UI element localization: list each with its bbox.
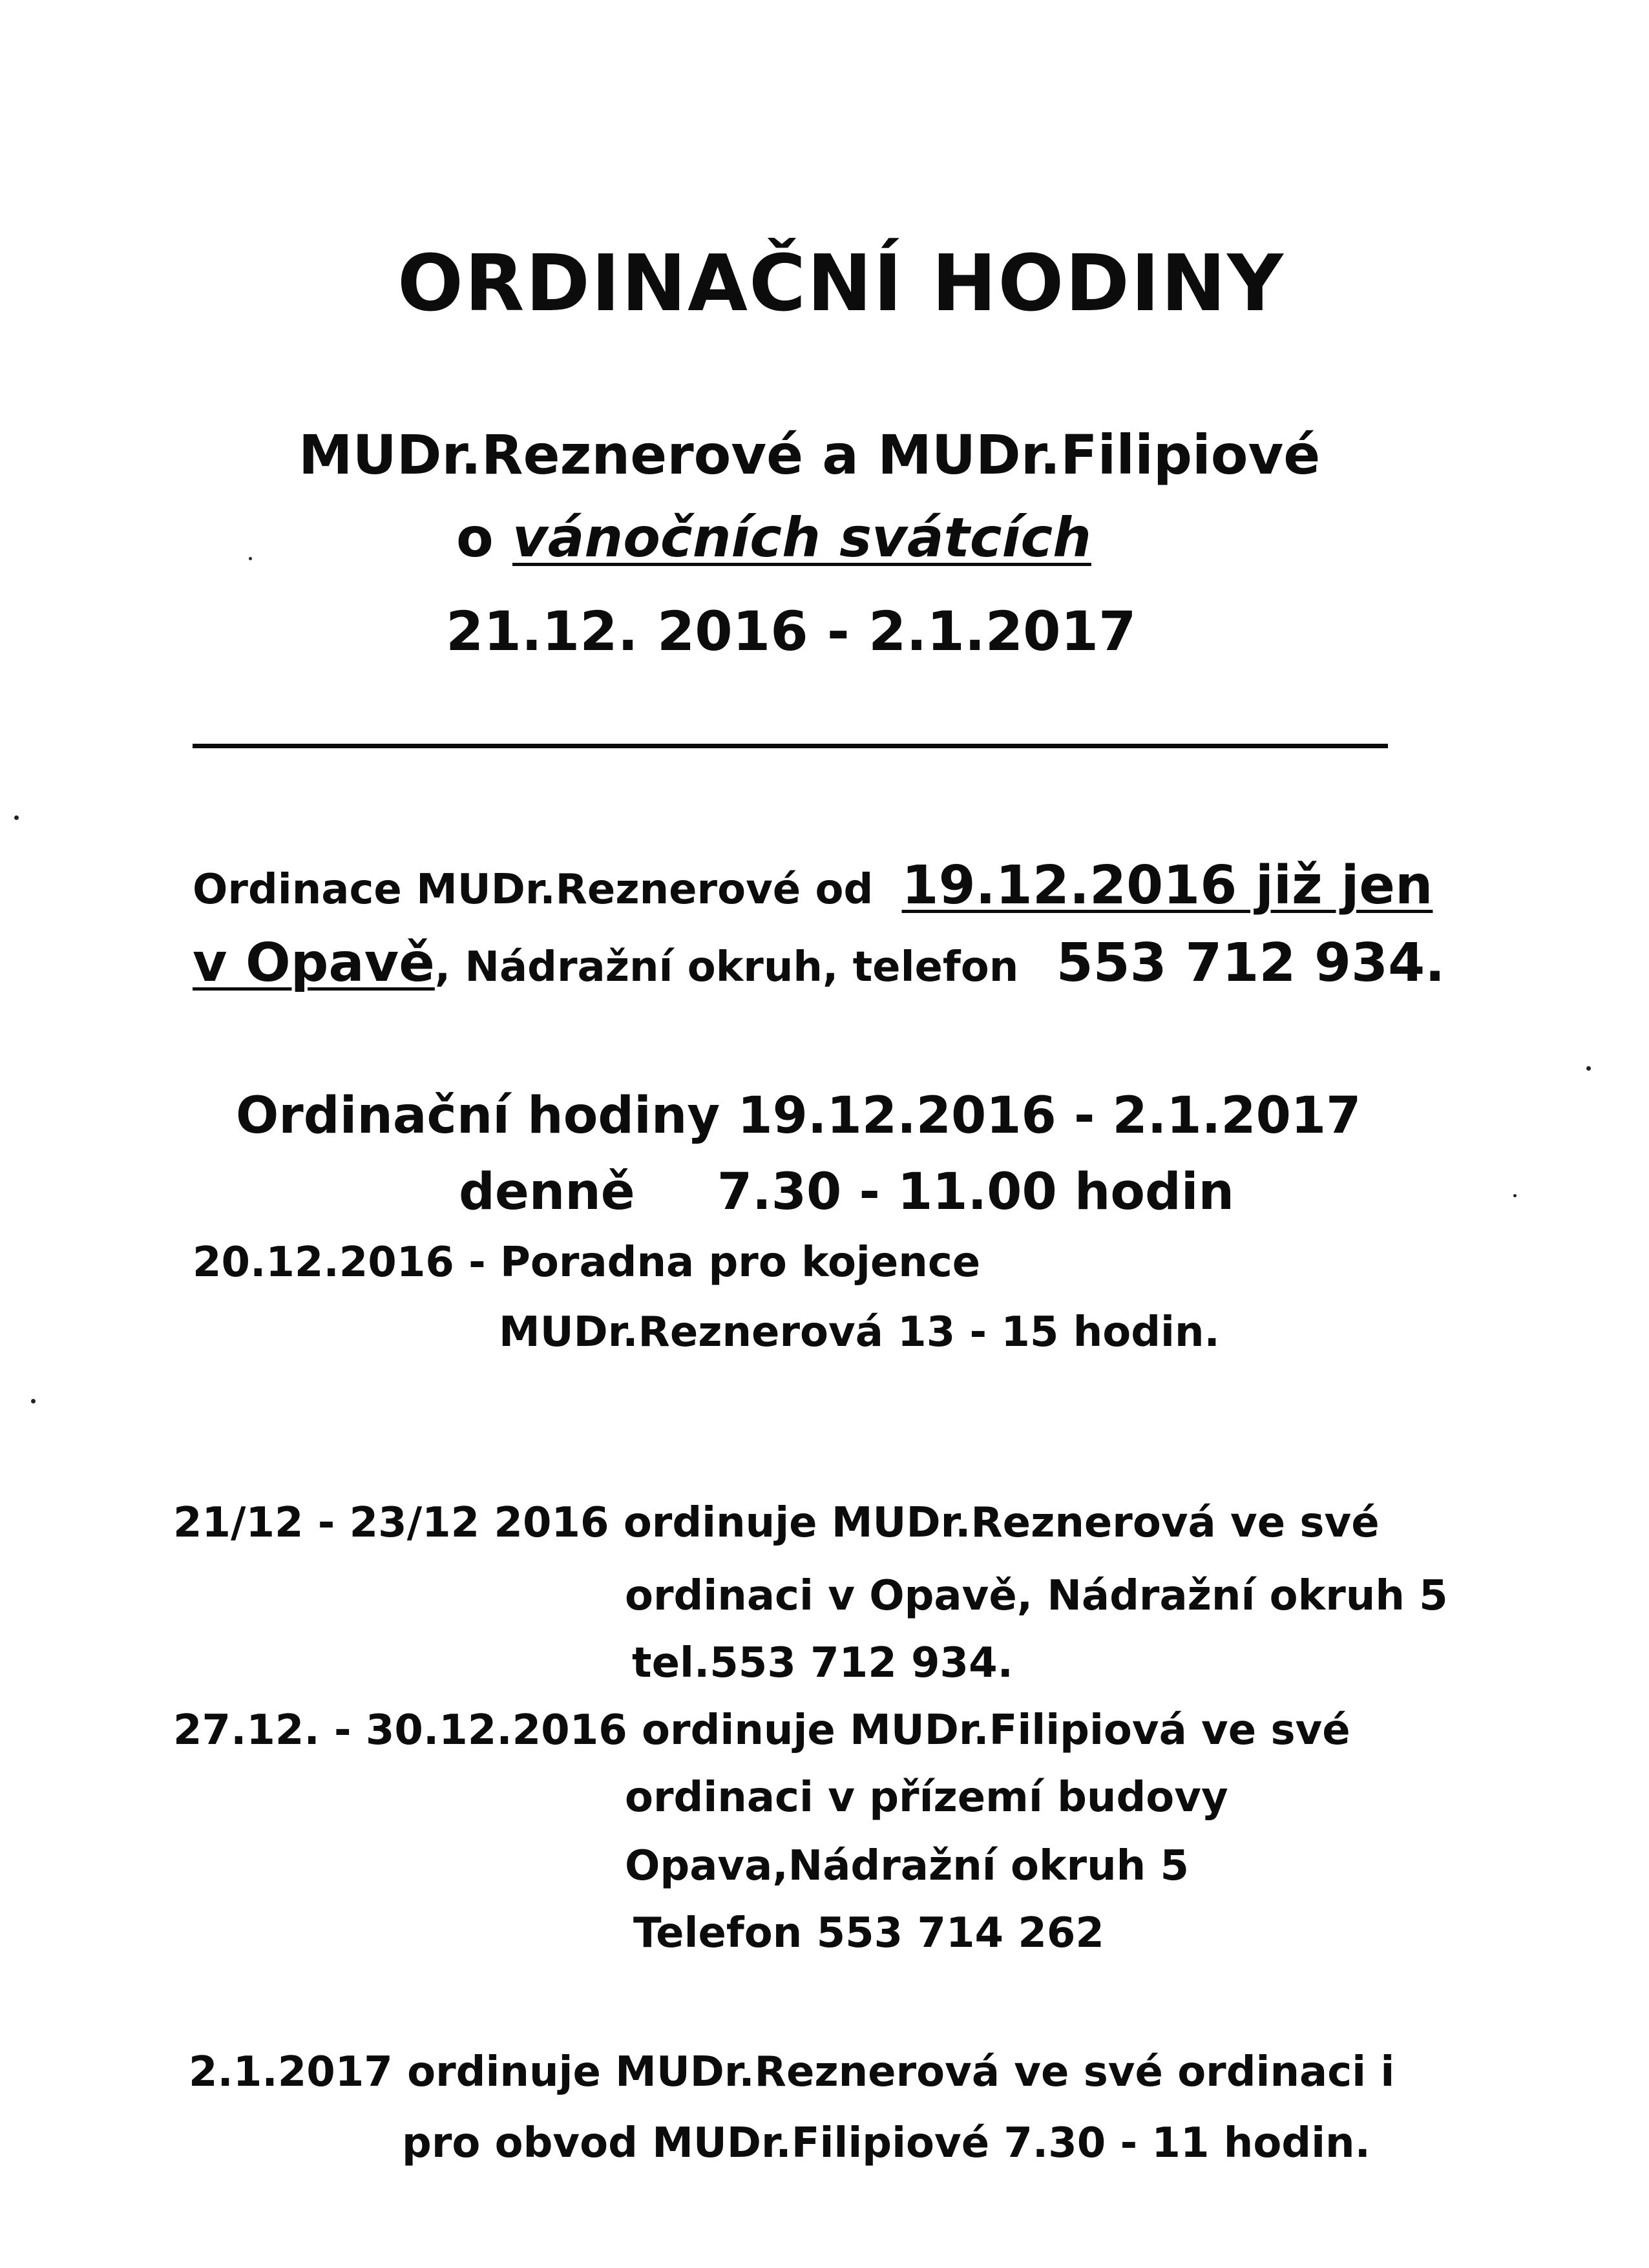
schedule-item-2-line-1: 27.12. - 30.12.2016 ordinuje MUDr.Filipiová ve své xyxy=(173,1706,1350,1754)
daily-time: 7.30 - 11.00 hodin xyxy=(717,1163,1235,1221)
scan-speck xyxy=(14,815,19,820)
schedule-item-1-line-3: tel.553 712 934. xyxy=(632,1639,1013,1687)
consult-line: 20.12.2016 - Poradna pro kojence xyxy=(193,1239,981,1286)
holiday-prefix: o xyxy=(456,506,494,569)
holiday-name: vánočních svátcích xyxy=(512,506,1091,569)
page-title: ORDINAČNÍ HODINY xyxy=(397,239,1285,329)
daily-hours xyxy=(459,1163,1235,1221)
consult-doctor: MUDr.Reznerová 13 - 15 hodin. xyxy=(499,1308,1220,1356)
relocation-line-1 xyxy=(193,855,1433,916)
doctors-line: MUDr.Reznerové a MUDr.Filipiové xyxy=(299,423,1321,487)
relocation-address: , Nádražní okruh, telefon xyxy=(434,943,1019,991)
holiday-line xyxy=(456,506,1091,569)
final-note-line-1: 2.1.2017 ordinuje MUDr.Reznerová ve své ordinaci i xyxy=(189,2048,1395,2096)
scan-speck xyxy=(249,557,252,560)
schedule-item-1-line-2: ordinaci v Opavě, Nádražní okruh 5 xyxy=(625,1572,1448,1620)
schedule-item-2-line-3: Opava,Nádražní okruh 5 xyxy=(625,1842,1189,1890)
relocation-phone: 553 712 934. xyxy=(1056,932,1445,994)
holiday-range: 21.12. 2016 - 2.1.2017 xyxy=(446,600,1137,663)
schedule-item-2-line-2: ordinaci v přízemí budovy xyxy=(625,1774,1228,1822)
daily-label: denně xyxy=(459,1163,635,1221)
scan-speck xyxy=(1586,1066,1591,1071)
scan-speck xyxy=(31,1399,36,1403)
relocation-city: v Opavě xyxy=(193,932,435,994)
scan-speck xyxy=(1513,1194,1517,1197)
horizontal-divider xyxy=(193,744,1388,748)
final-note-line-2: pro obvod MUDr.Filipiové 7.30 - 11 hodin. xyxy=(402,2119,1371,2167)
hours-heading: Ordinační hodiny 19.12.2016 - 2.1.2017 xyxy=(236,1087,1361,1145)
relocation-intro: Ordinace MUDr.Reznerové od xyxy=(193,866,874,914)
schedule-item-1-line-1: 21/12 - 23/12 2016 ordinuje MUDr.Reznerová ve své xyxy=(173,1499,1380,1547)
schedule-item-2-line-4: Telefon 553 714 262 xyxy=(633,1909,1104,1957)
relocation-line-2 xyxy=(193,932,1445,994)
relocation-date: 19.12.2016 již jen xyxy=(901,855,1433,916)
